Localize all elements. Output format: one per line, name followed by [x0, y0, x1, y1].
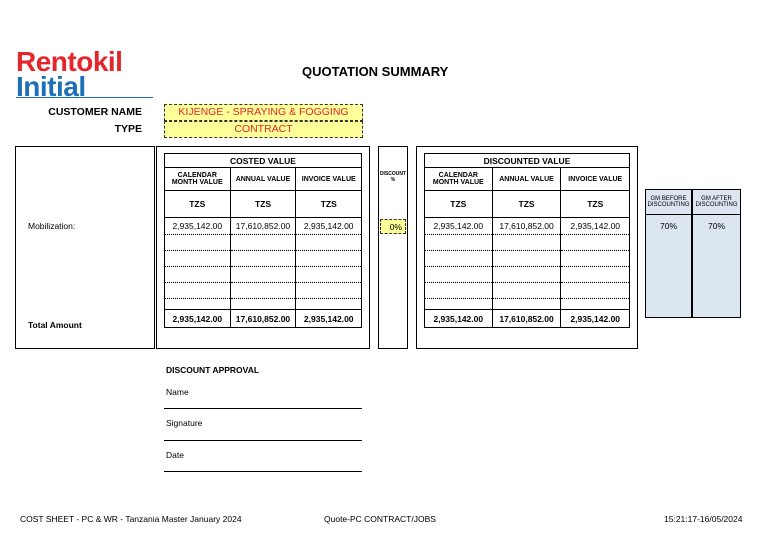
- costed-empty-cell[interactable]: [230, 283, 296, 299]
- discounted-empty-cell: [561, 251, 630, 267]
- discounted-empty-cell: [425, 267, 493, 283]
- costed-header-invoice: INVOICE VALUE: [296, 168, 362, 191]
- customer-name-label: CUSTOMER NAME: [48, 106, 142, 118]
- discounted-header-month: CALENDAR MONTH VALUE: [425, 168, 493, 191]
- discount-percent-input[interactable]: 0%: [380, 219, 406, 234]
- footer-center: Quote-PC CONTRACT/JOBS: [324, 514, 436, 524]
- discounted-currency-annual: TZS: [492, 191, 561, 218]
- costed-header-annual: ANNUAL VALUE: [230, 168, 296, 191]
- gm-before-column: [645, 189, 692, 318]
- costed-currency-invoice: TZS: [296, 191, 362, 218]
- discounted-value-table: [424, 153, 630, 328]
- discounted-total-annual: 17,610,852.00: [492, 310, 561, 328]
- logo-underline: [16, 97, 153, 98]
- discounted-empty-cell: [561, 283, 630, 299]
- costed-empty-cell[interactable]: [165, 235, 231, 251]
- costed-mob-month[interactable]: 2,935,142.00: [165, 218, 231, 235]
- discounted-empty-cell: [492, 283, 561, 299]
- type-label: TYPE: [114, 123, 142, 135]
- costed-empty-cell[interactable]: [230, 251, 296, 267]
- footer-left: COST SHEET - PC & WR - Tanzania Master January 2024: [20, 514, 242, 524]
- approval-signature-label: Signature: [166, 418, 203, 428]
- discounted-spacer-cell: [492, 299, 561, 310]
- gm-after-label: GM AFTER DISCOUNTING: [695, 196, 738, 208]
- page-title: QUOTATION SUMMARY: [302, 64, 449, 79]
- discounted-title: DISCOUNTED VALUE: [425, 154, 630, 168]
- discounted-empty-cell: [425, 283, 493, 299]
- approval-date-label: Date: [166, 450, 184, 460]
- costed-currency-month: TZS: [165, 191, 231, 218]
- costed-empty-cell[interactable]: [165, 283, 231, 299]
- total-amount-label: Total Amount: [28, 320, 82, 330]
- costed-spacer-cell: [165, 299, 231, 310]
- costed-empty-cell[interactable]: [296, 267, 362, 283]
- discounted-empty-cell: [492, 235, 561, 251]
- discounted-empty-cell: [561, 267, 630, 283]
- approval-name-line[interactable]: [164, 408, 362, 409]
- customer-name-value[interactable]: KIJENGE - SPRAYING & FOGGING: [164, 104, 363, 121]
- logo-line-1: Rentokil: [16, 46, 123, 77]
- discounted-total-invoice: 2,935,142.00: [561, 310, 630, 328]
- discounted-currency-invoice: TZS: [561, 191, 630, 218]
- discounted-empty-cell: [561, 235, 630, 251]
- gm-before-label: GM BEFORE DISCOUNTING: [647, 196, 690, 208]
- costed-spacer-cell: [296, 299, 362, 310]
- discounted-empty-cell: [425, 235, 493, 251]
- logo-line-2: Initial: [16, 71, 86, 102]
- costed-header-month: CALENDAR MONTH VALUE: [165, 168, 231, 191]
- discounted-header-invoice: INVOICE VALUE: [561, 168, 630, 191]
- gm-after-column: [692, 189, 741, 318]
- costed-total-annual: 17,610,852.00: [230, 310, 296, 328]
- discounted-empty-cell: [425, 251, 493, 267]
- costed-empty-cell[interactable]: [296, 251, 362, 267]
- costed-empty-cell[interactable]: [230, 267, 296, 283]
- approval-name-label: Name: [166, 387, 189, 397]
- costed-empty-cell[interactable]: [296, 235, 362, 251]
- costed-mob-invoice[interactable]: 2,935,142.00: [296, 218, 362, 235]
- discounted-empty-cell: [492, 251, 561, 267]
- row-label-frame: [15, 146, 155, 349]
- discounted-empty-cell: [492, 267, 561, 283]
- type-value[interactable]: CONTRACT: [164, 121, 363, 138]
- discounted-header-annual: ANNUAL VALUE: [492, 168, 561, 191]
- gm-before-value: 70%: [659, 221, 677, 231]
- costed-total-invoice: 2,935,142.00: [296, 310, 362, 328]
- discounted-currency-month: TZS: [425, 191, 493, 218]
- discount-header: DISCOUNT %: [379, 171, 407, 183]
- discounted-total-month: 2,935,142.00: [425, 310, 493, 328]
- costed-currency-annual: TZS: [230, 191, 296, 218]
- discounted-spacer-cell: [561, 299, 630, 310]
- discounted-mob-month: 2,935,142.00: [425, 218, 493, 235]
- gm-after-value: 70%: [707, 221, 725, 231]
- discounted-spacer-cell: [425, 299, 493, 310]
- mobilization-label: Mobilization:: [28, 221, 76, 231]
- discounted-mob-invoice: 2,935,142.00: [561, 218, 630, 235]
- approval-date-line[interactable]: [164, 471, 362, 472]
- costed-title: COSTED VALUE: [165, 154, 362, 168]
- footer-right: 15:21:17-16/05/2024: [664, 514, 743, 524]
- costed-empty-cell[interactable]: [230, 235, 296, 251]
- costed-empty-cell[interactable]: [165, 251, 231, 267]
- costed-value-table: [164, 153, 362, 328]
- rentokil-initial-logo: [16, 48, 122, 101]
- costed-total-month: 2,935,142.00: [165, 310, 231, 328]
- costed-spacer-cell: [230, 299, 296, 310]
- discounted-mob-annual: 17,610,852.00: [492, 218, 561, 235]
- discount-approval-title: DISCOUNT APPROVAL: [166, 365, 260, 375]
- costed-empty-cell[interactable]: [296, 283, 362, 299]
- costed-empty-cell[interactable]: [165, 267, 231, 283]
- approval-signature-line[interactable]: [164, 440, 362, 441]
- costed-mob-annual[interactable]: 17,610,852.00: [230, 218, 296, 235]
- gm-header-divider: [645, 214, 741, 215]
